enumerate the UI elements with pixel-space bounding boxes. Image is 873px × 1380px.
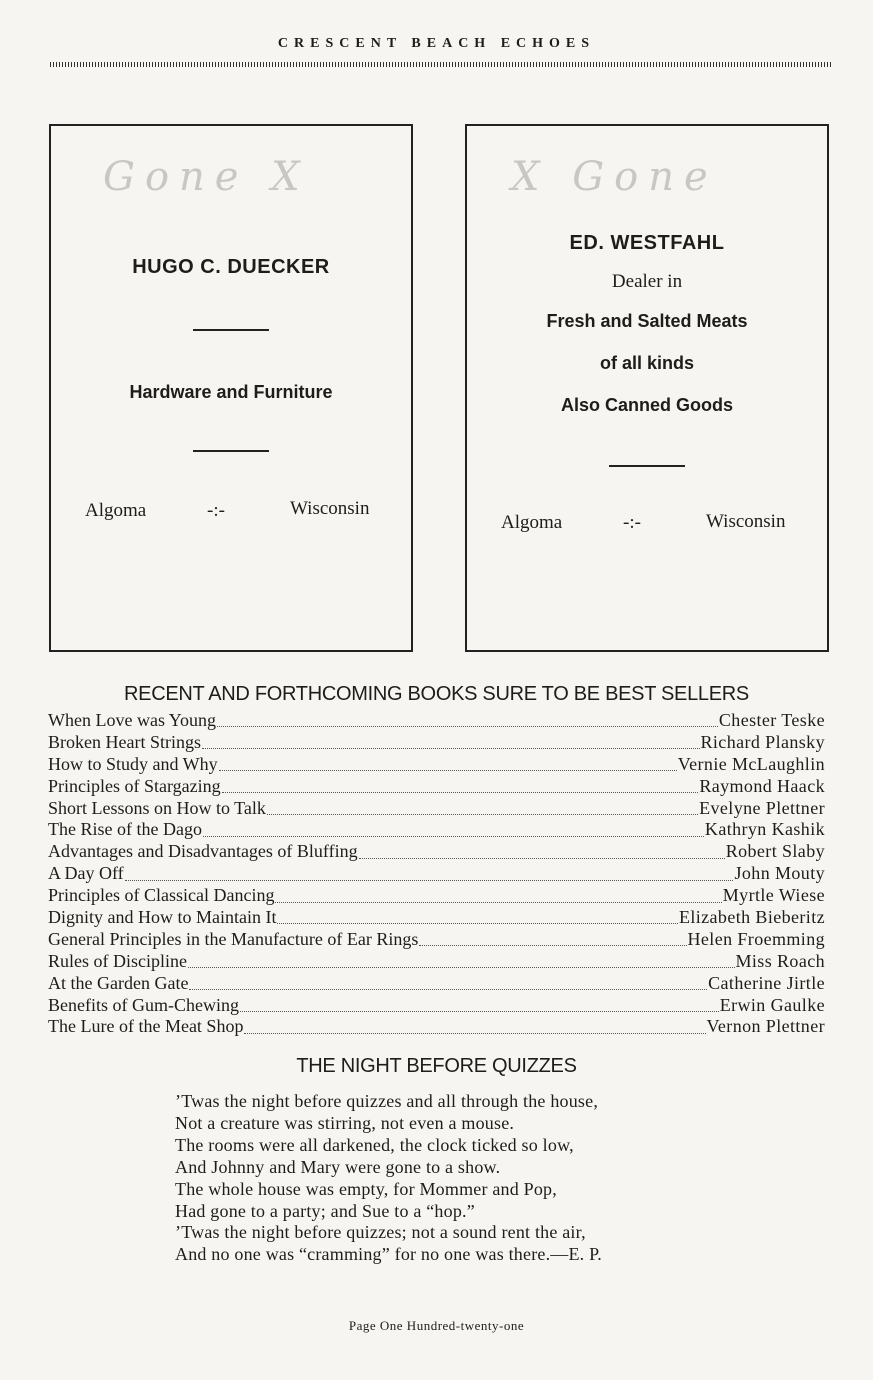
- book-title: Rules of Discipline: [48, 950, 187, 971]
- book-title: A Day Off: [48, 863, 124, 884]
- list-item: [48, 1016, 825, 1038]
- poem-line: ’Twas the night before quizzes; not a sound rent the air,: [175, 1222, 586, 1243]
- book-title: Benefits of Gum-Chewing: [48, 994, 239, 1015]
- header-rule: [50, 62, 832, 67]
- leader-dots: [202, 742, 700, 749]
- book-title: Advantages and Disadvantages of Bluffing: [48, 841, 358, 862]
- book-author: Erwin Gaulke: [719, 994, 825, 1015]
- book-title: General Principles in the Manufacture of Ear Rings: [48, 928, 419, 949]
- book-title: Principles of Classical Dancing: [48, 885, 275, 906]
- leader-dots: [267, 808, 698, 815]
- book-author: Miss Roach: [735, 950, 825, 971]
- leader-dots: [203, 830, 704, 837]
- book-title: Short Lessons on How to Talk: [48, 797, 266, 818]
- leader-dots: [217, 720, 718, 727]
- book-author: Kathryn Kashik: [704, 819, 825, 840]
- poem-line: And Johnny and Mary were gone to a show.: [175, 1156, 501, 1177]
- book-author: Raymond Haack: [699, 775, 825, 796]
- ad-dealer-label: Dealer in: [611, 271, 683, 292]
- list-item: [48, 951, 825, 973]
- list-item: [48, 819, 825, 841]
- leader-dots: [275, 896, 721, 903]
- book-title: The Lure of the Meat Shop: [48, 1016, 244, 1037]
- ad-business-name: HUGO C. DUECKER: [132, 256, 330, 278]
- list-item: [48, 776, 825, 798]
- ad-product-line: Also Canned Goods: [560, 395, 733, 415]
- ad-hugo-duecker: [49, 124, 413, 652]
- list-item: [48, 710, 825, 732]
- ad-state: Wisconsin: [706, 511, 786, 532]
- list-item: [48, 798, 825, 820]
- list-item: [48, 907, 825, 929]
- book-author: Catherine Jirtle: [708, 972, 825, 993]
- book-title: How to Study and Why: [48, 753, 218, 774]
- poem-line: And no one was “cramming” for no one was there.—E. P.: [175, 1244, 602, 1265]
- poem-body: [175, 1091, 735, 1266]
- book-author: John Mouty: [734, 863, 825, 884]
- book-author: Helen Froemming: [687, 928, 825, 949]
- book-title: Principles of Stargazing: [48, 775, 221, 796]
- list-item: [48, 885, 825, 907]
- book-list: [48, 710, 825, 1038]
- book-title: Broken Heart Strings: [48, 731, 201, 752]
- ad-business-type: Hardware and Furniture: [129, 382, 333, 402]
- list-item: [48, 863, 825, 885]
- list-item: [48, 929, 825, 951]
- ad-business-name: ED. WESTFAHL: [569, 232, 725, 254]
- book-author: Vernie McLaughlin: [677, 753, 825, 774]
- poem-title: THE NIGHT BEFORE QUIZZES: [296, 1055, 577, 1077]
- ad-divider: [609, 465, 685, 467]
- poem-line: Not a creature was stirring, not even a mouse.: [175, 1112, 515, 1133]
- book-author: Myrtle Wiese: [722, 885, 825, 906]
- handwritten-annotation: X Gone: [511, 154, 718, 200]
- leader-dots: [222, 786, 699, 793]
- book-author: Richard Plansky: [700, 731, 825, 752]
- poem-line: ’Twas the night before quizzes and all through the house,: [175, 1091, 599, 1111]
- book-author: Evelyne Plettner: [699, 797, 825, 818]
- ad-town: Algoma: [85, 500, 147, 521]
- books-heading: RECENT AND FORTHCOMING BOOKS SURE TO BE BEST SELLERS: [124, 683, 749, 705]
- book-author: Chester Teske: [718, 710, 825, 730]
- book-author: Elizabeth Bieberitz: [678, 907, 825, 928]
- ad-product-line: of all kinds: [599, 353, 695, 373]
- handwritten-annotation: Gone X: [103, 154, 310, 200]
- book-author: Vernon Plettner: [706, 1016, 825, 1037]
- ad-state: Wisconsin: [290, 498, 370, 519]
- book-title: At the Garden Gate: [48, 972, 189, 993]
- ad-divider: [193, 450, 269, 452]
- book-title: When Love was Young: [48, 710, 216, 730]
- poem-line: The rooms were all darkened, the clock ticked so low,: [175, 1134, 574, 1155]
- ad-divider: [193, 329, 269, 331]
- book-author: Robert Slaby: [725, 841, 825, 862]
- leader-dots: [419, 939, 686, 946]
- book-title: The Rise of the Dago: [48, 819, 202, 840]
- leader-dots: [189, 983, 707, 990]
- ad-town: Algoma: [501, 512, 563, 533]
- list-item: [48, 995, 825, 1017]
- leader-dots: [359, 852, 725, 859]
- list-item: [48, 732, 825, 754]
- page-number: Page One Hundred-twenty-one: [348, 1318, 525, 1333]
- leader-dots: [188, 961, 735, 968]
- list-item: [48, 754, 825, 776]
- list-item: [48, 973, 825, 995]
- leader-dots: [277, 917, 677, 924]
- ad-separator: -:-: [623, 512, 641, 533]
- leader-dots: [244, 1027, 705, 1034]
- leader-dots: [125, 874, 734, 881]
- ad-product-line: Fresh and Salted Meats: [546, 311, 748, 331]
- poem-line: The whole house was empty, for Mommer and Pop,: [175, 1178, 557, 1199]
- leader-dots: [240, 1005, 719, 1012]
- ad-ed-westfahl: [465, 124, 829, 652]
- list-item: [48, 841, 825, 863]
- leader-dots: [219, 764, 677, 771]
- ad-separator: -:-: [207, 500, 225, 521]
- poem-line: Had gone to a party; and Sue to a “hop.”: [175, 1200, 475, 1221]
- running-header: CRESCENT BEACH ECHOES: [277, 36, 596, 51]
- book-title: Dignity and How to Maintain It: [48, 907, 277, 928]
